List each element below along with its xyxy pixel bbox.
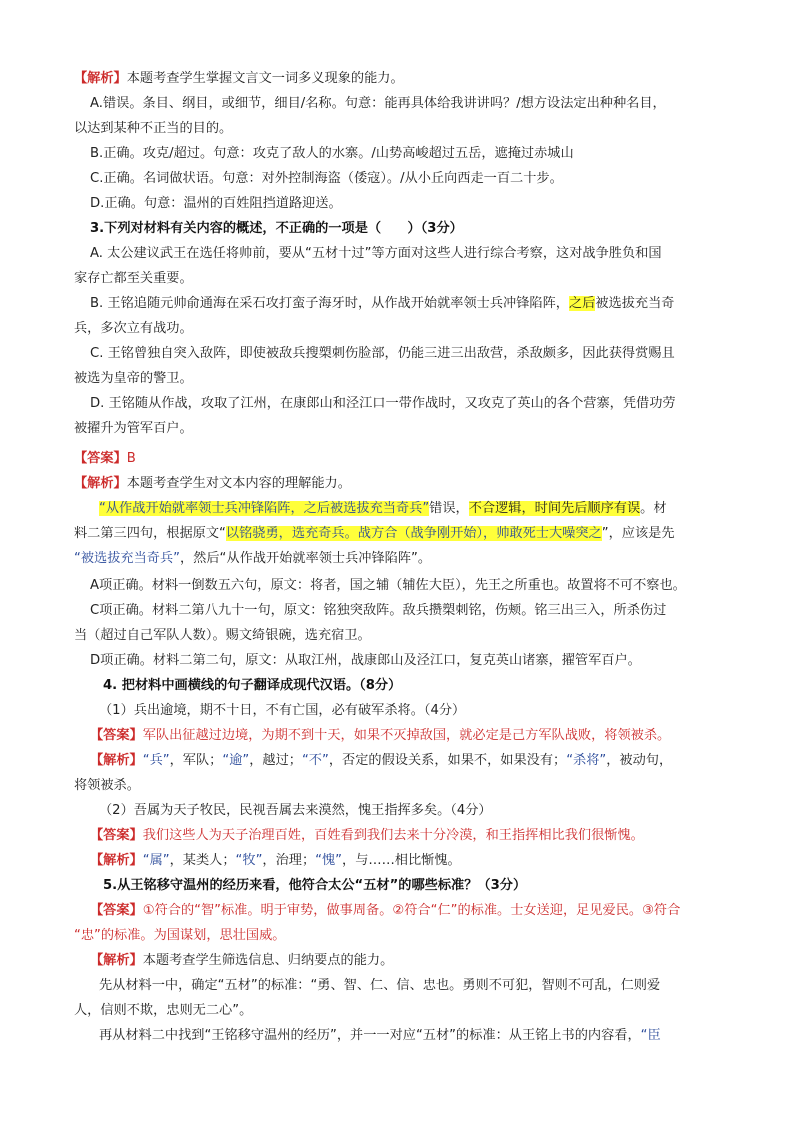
q4-sentence-2: （2）吾属为天子牧民，民视吾属去来漠然，愧王指挥多矣。（4分） (99, 803, 492, 818)
highlight: “从作战开始就率领士兵冲锋陷阵，之后被选拔充当奇兵” (99, 501, 430, 516)
q3-analysis-p3: “被选拔充当奇兵”，然后“从作战开始就率领士兵冲锋陷阵”。 (74, 551, 432, 566)
q5-answer-cont: “忠”的标准。为国谋划，思壮国威。 (74, 928, 286, 943)
q3-analysis-p1: “从作战开始就率领士兵冲锋陷阵，之后被选拔充当奇兵”错误，不合逻辑，时间先后顺序有误。材 (99, 501, 667, 516)
q3-answer: 【答案】B (74, 451, 136, 466)
q5-analysis-p2: 人，信则不欺，忠则无二心”。 (74, 1003, 253, 1018)
q3-item-c: C项正确。材料二第八九十一句，原文：铭独突敌阵。敌兵攒槊刺铭，伤颊。铭三出三入，所杀伤过 (90, 603, 667, 618)
q4-analysis-2: 【解析】“属”，某类人；“牧”，治理；“愧”，与……相比惭愧。 (90, 853, 461, 868)
q4-analysis-1: 【解析】“兵”，军队；“逾”，越过；“不”，否定的假设关系，如果不，如果没有；“杀将”，被动句， (90, 753, 673, 768)
q4-sentence-1: （1）兵出逾境，期不十日，不有亡国，必有破军杀将。（4分） (99, 703, 466, 718)
s1-option-a-cont: 以达到某种不正当的目的。 (74, 121, 233, 136)
q3-option-a-cont: 家存亡都至关重要。 (74, 271, 193, 286)
s1-option-c: C.正确。名词做状语。句意：对外控制海盗（倭寇）。/从小丘向西走一百二十步。 (90, 171, 563, 186)
q4-answer-1: 【答案】军队出征越过边境，为期不到十天，如果不灭掉敌国，就必定是己方军队战败，将领被杀。 (90, 728, 671, 743)
q3-option-b-cont: 兵，多次立有战功。 (74, 321, 193, 336)
highlight: 以铭骁勇，选充奇兵。战方合（战争刚开始），帅敢死士大噪突之 (225, 526, 602, 541)
q3-option-d: D. 王铭随从作战，攻取了江州，在康郎山和泾江口一带作战时，又攻克了英山的各个营寨，凭借功劳 (90, 396, 676, 411)
q3-analysis-p2: 料二第三四句，根据原文“以铭骁勇，选充奇兵。战方合（战争刚开始），帅敢死士大噪突之”，应该是先 (74, 526, 675, 541)
q3-option-d-cont: 被擢升为管军百户。 (74, 421, 193, 436)
question-5-title: 5.从王铭移守温州的经历来看，他符合太公“五材”的哪些标准？（3分） (103, 878, 527, 893)
q3-analysis: 【解析】本题考查学生对文本内容的理解能力。 (74, 476, 351, 491)
s1-option-b: B.正确。攻克/超过。句意：攻克了敌人的水寨。/山势高峻超过五岳，遮掩过赤城山 (90, 146, 574, 161)
highlight: 不合逻辑，时间先后顺序有误 (468, 501, 641, 516)
q3-option-a: A. 太公建议武王在选任将帅前，要从“五材十过”等方面对这些人进行综合考察，这对战争胜负和国 (90, 246, 662, 261)
s1-option-d: D.正确。句意：温州的百姓阻挡道路迎送。 (90, 196, 342, 211)
s1-analysis-line: 【解析】本题考查学生掌握文言文一词多义现象的能力。 (74, 71, 404, 86)
q4-answer-2: 【答案】我们这些人为天子治理百姓，百姓看到我们去来十分冷漠，和王指挥相比我们很惭愧。 (90, 828, 644, 843)
q3-option-b: B. 王铭追随元帅俞通海在采石攻打蛮子海牙时，从作战开始就率领士兵冲锋陷阵，之后被选拔充当奇 (90, 296, 675, 311)
q3-option-c: C. 王铭曾独自突入敌阵，即使被敌兵搜槊刺伤脸部，仍能三进三出敌营，杀敌颇多，因此获得赏赐且 (90, 346, 675, 361)
q4-analysis-1-cont: 将领被杀。 (74, 778, 140, 793)
q3-item-c-cont: 当（超过自己军队人数）。赐文绮银碗，选充宿卫。 (74, 628, 371, 643)
q3-item-d: D项正确。材料二第二句，原文：从取江州，战康郎山及泾江口，复克英山诸寨，擢管军百户。 (90, 653, 641, 668)
q3-option-c-cont: 被选为皇帝的警卫。 (74, 371, 193, 386)
q3-item-a: A项正确。材料一倒数五六句，原文：将者，国之辅（辅佐大臣），先王之所重也。故置将不可不察也。 (90, 578, 686, 593)
q5-answer: 【答案】①符合的“智”标准。明于审势，做事周备。②符合“仁”的标准。士女送迎，足见爱民。③符合 (90, 903, 681, 918)
question-3-title: 3.下列对材料有关内容的概述，不正确的一项是（ ）（3分） (90, 221, 463, 236)
question-4-title: 4. 把材料中画横线的句子翻译成现代汉语。（8分） (103, 678, 402, 693)
q5-analysis-p1: 先从材料一中，确定“五材”的标准：“勇、智、仁、信、忠也。勇则不可犯，智则不可乱，仁则爱 (99, 978, 661, 993)
q5-analysis: 【解析】本题考查学生筛选信息、归纳要点的能力。 (90, 953, 394, 968)
q5-analysis-p3: 再从材料二中找到“王铭移守温州的经历”，并一一对应“五材”的标准：从王铭上书的内容看，“臣 (99, 1028, 661, 1043)
s1-option-a: A.错误。条目、纲目，或细节，细目/名称。句意：能再具体给我讲讲吗？/想方设法定出种种名目， (90, 96, 666, 111)
highlight: 之后 (569, 296, 596, 311)
